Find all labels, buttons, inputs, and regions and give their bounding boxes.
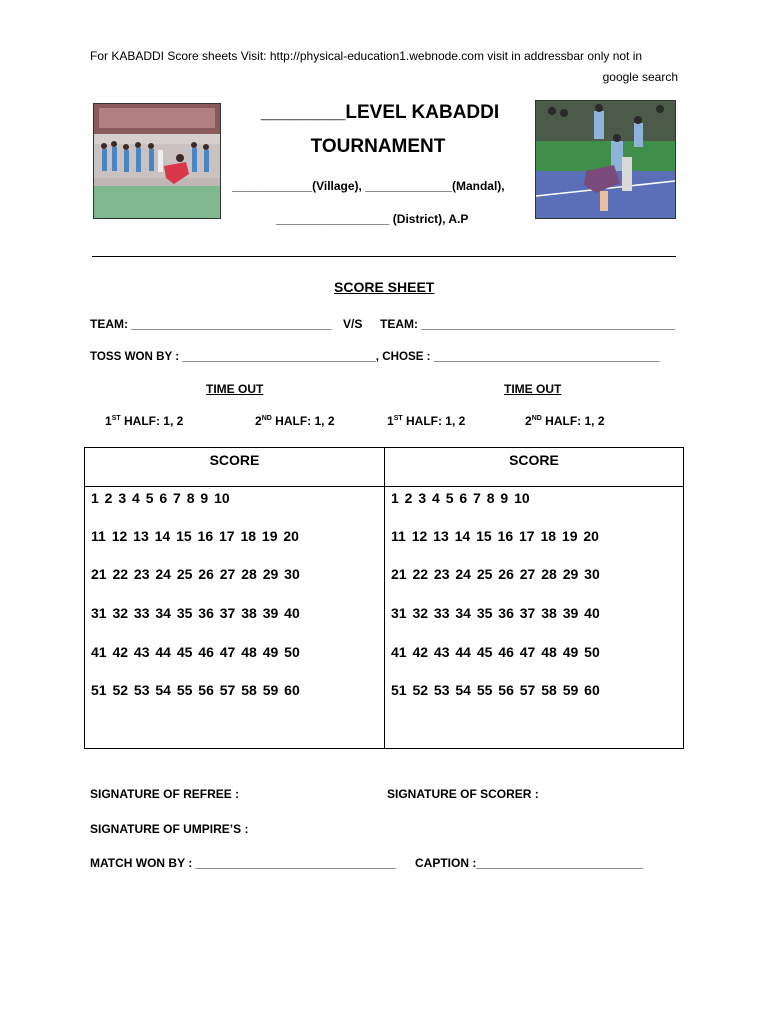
timeout-label-right: TIME OUT [504, 382, 562, 396]
timeout-left-second-half: 2ND HALF: 1, 2 [255, 414, 335, 428]
location-line1: ____________(Village), _____________(Mandal), [232, 179, 505, 193]
score-column-team1 [85, 448, 385, 748]
match-won-field: MATCH WON BY : ______________________________ [90, 856, 396, 870]
score-row: 1 2 3 4 5 6 7 8 9 10 [91, 490, 230, 506]
scorer-signature-label: SIGNATURE OF SCORER : [387, 787, 539, 801]
score-header-right: SCORE [385, 448, 683, 487]
score-row: 41 42 43 44 45 46 47 48 49 50 [91, 644, 300, 660]
score-row: 31 32 33 34 35 36 37 38 39 40 [91, 605, 300, 621]
score-row: 31 32 33 34 35 36 37 38 39 40 [391, 605, 600, 621]
score-column-team2 [385, 448, 683, 748]
versus-label: V/S [343, 317, 363, 331]
score-row: 51 52 53 54 55 56 57 58 59 60 [91, 682, 300, 698]
timeout-label-left: TIME OUT [206, 382, 264, 396]
timeout-left-first-half: 1ST HALF: 1, 2 [105, 414, 184, 428]
timeout-right-second-half: 2ND HALF: 1, 2 [525, 414, 605, 428]
umpire-signature-label: SIGNATURE OF UMPIRE’S : [90, 822, 249, 836]
location-line2: _________________ (District), A.P [276, 212, 469, 226]
score-row: 1 2 3 4 5 6 7 8 9 10 [391, 490, 530, 506]
section-divider [92, 256, 676, 257]
header-note-line1: For KABADDI Score sheets Visit: http://physical-education1.webnode.com visit in addressbar only not in [90, 49, 643, 63]
timeout-right-first-half: 1ST HALF: 1, 2 [387, 414, 466, 428]
toss-line: TOSS WON BY : ______________________________, CHOSE : ___________________________________ [90, 350, 660, 363]
team1-field: TEAM: ______________________________ [90, 317, 332, 331]
score-row: 21 22 23 24 25 26 27 28 29 30 [391, 566, 600, 582]
score-row: 11 12 13 14 15 16 17 18 19 20 [91, 528, 299, 544]
header-note [90, 46, 678, 88]
caption-field: CAPTION :_________________________ [415, 856, 644, 870]
tournament-title-line1: ________LEVEL KABADDI [260, 102, 500, 123]
score-row: 51 52 53 54 55 56 57 58 59 60 [391, 682, 600, 698]
score-row: 11 12 13 14 15 16 17 18 19 20 [391, 528, 599, 544]
tournament-title-line2: TOURNAMENT [310, 136, 446, 157]
score-table [84, 447, 684, 749]
kabaddi-photo-right [535, 100, 676, 219]
team2-field: TEAM: ______________________________________ [380, 317, 675, 331]
sheet-title: SCORE SHEET [334, 279, 435, 295]
header-note-line2: google search [602, 70, 678, 84]
score-row: 21 22 23 24 25 26 27 28 29 30 [91, 566, 300, 582]
referee-signature-label: SIGNATURE OF REFREE : [90, 787, 240, 801]
kabaddi-photo-left [93, 103, 221, 219]
score-row: 41 42 43 44 45 46 47 48 49 50 [391, 644, 600, 660]
score-header-left: SCORE [85, 448, 384, 487]
